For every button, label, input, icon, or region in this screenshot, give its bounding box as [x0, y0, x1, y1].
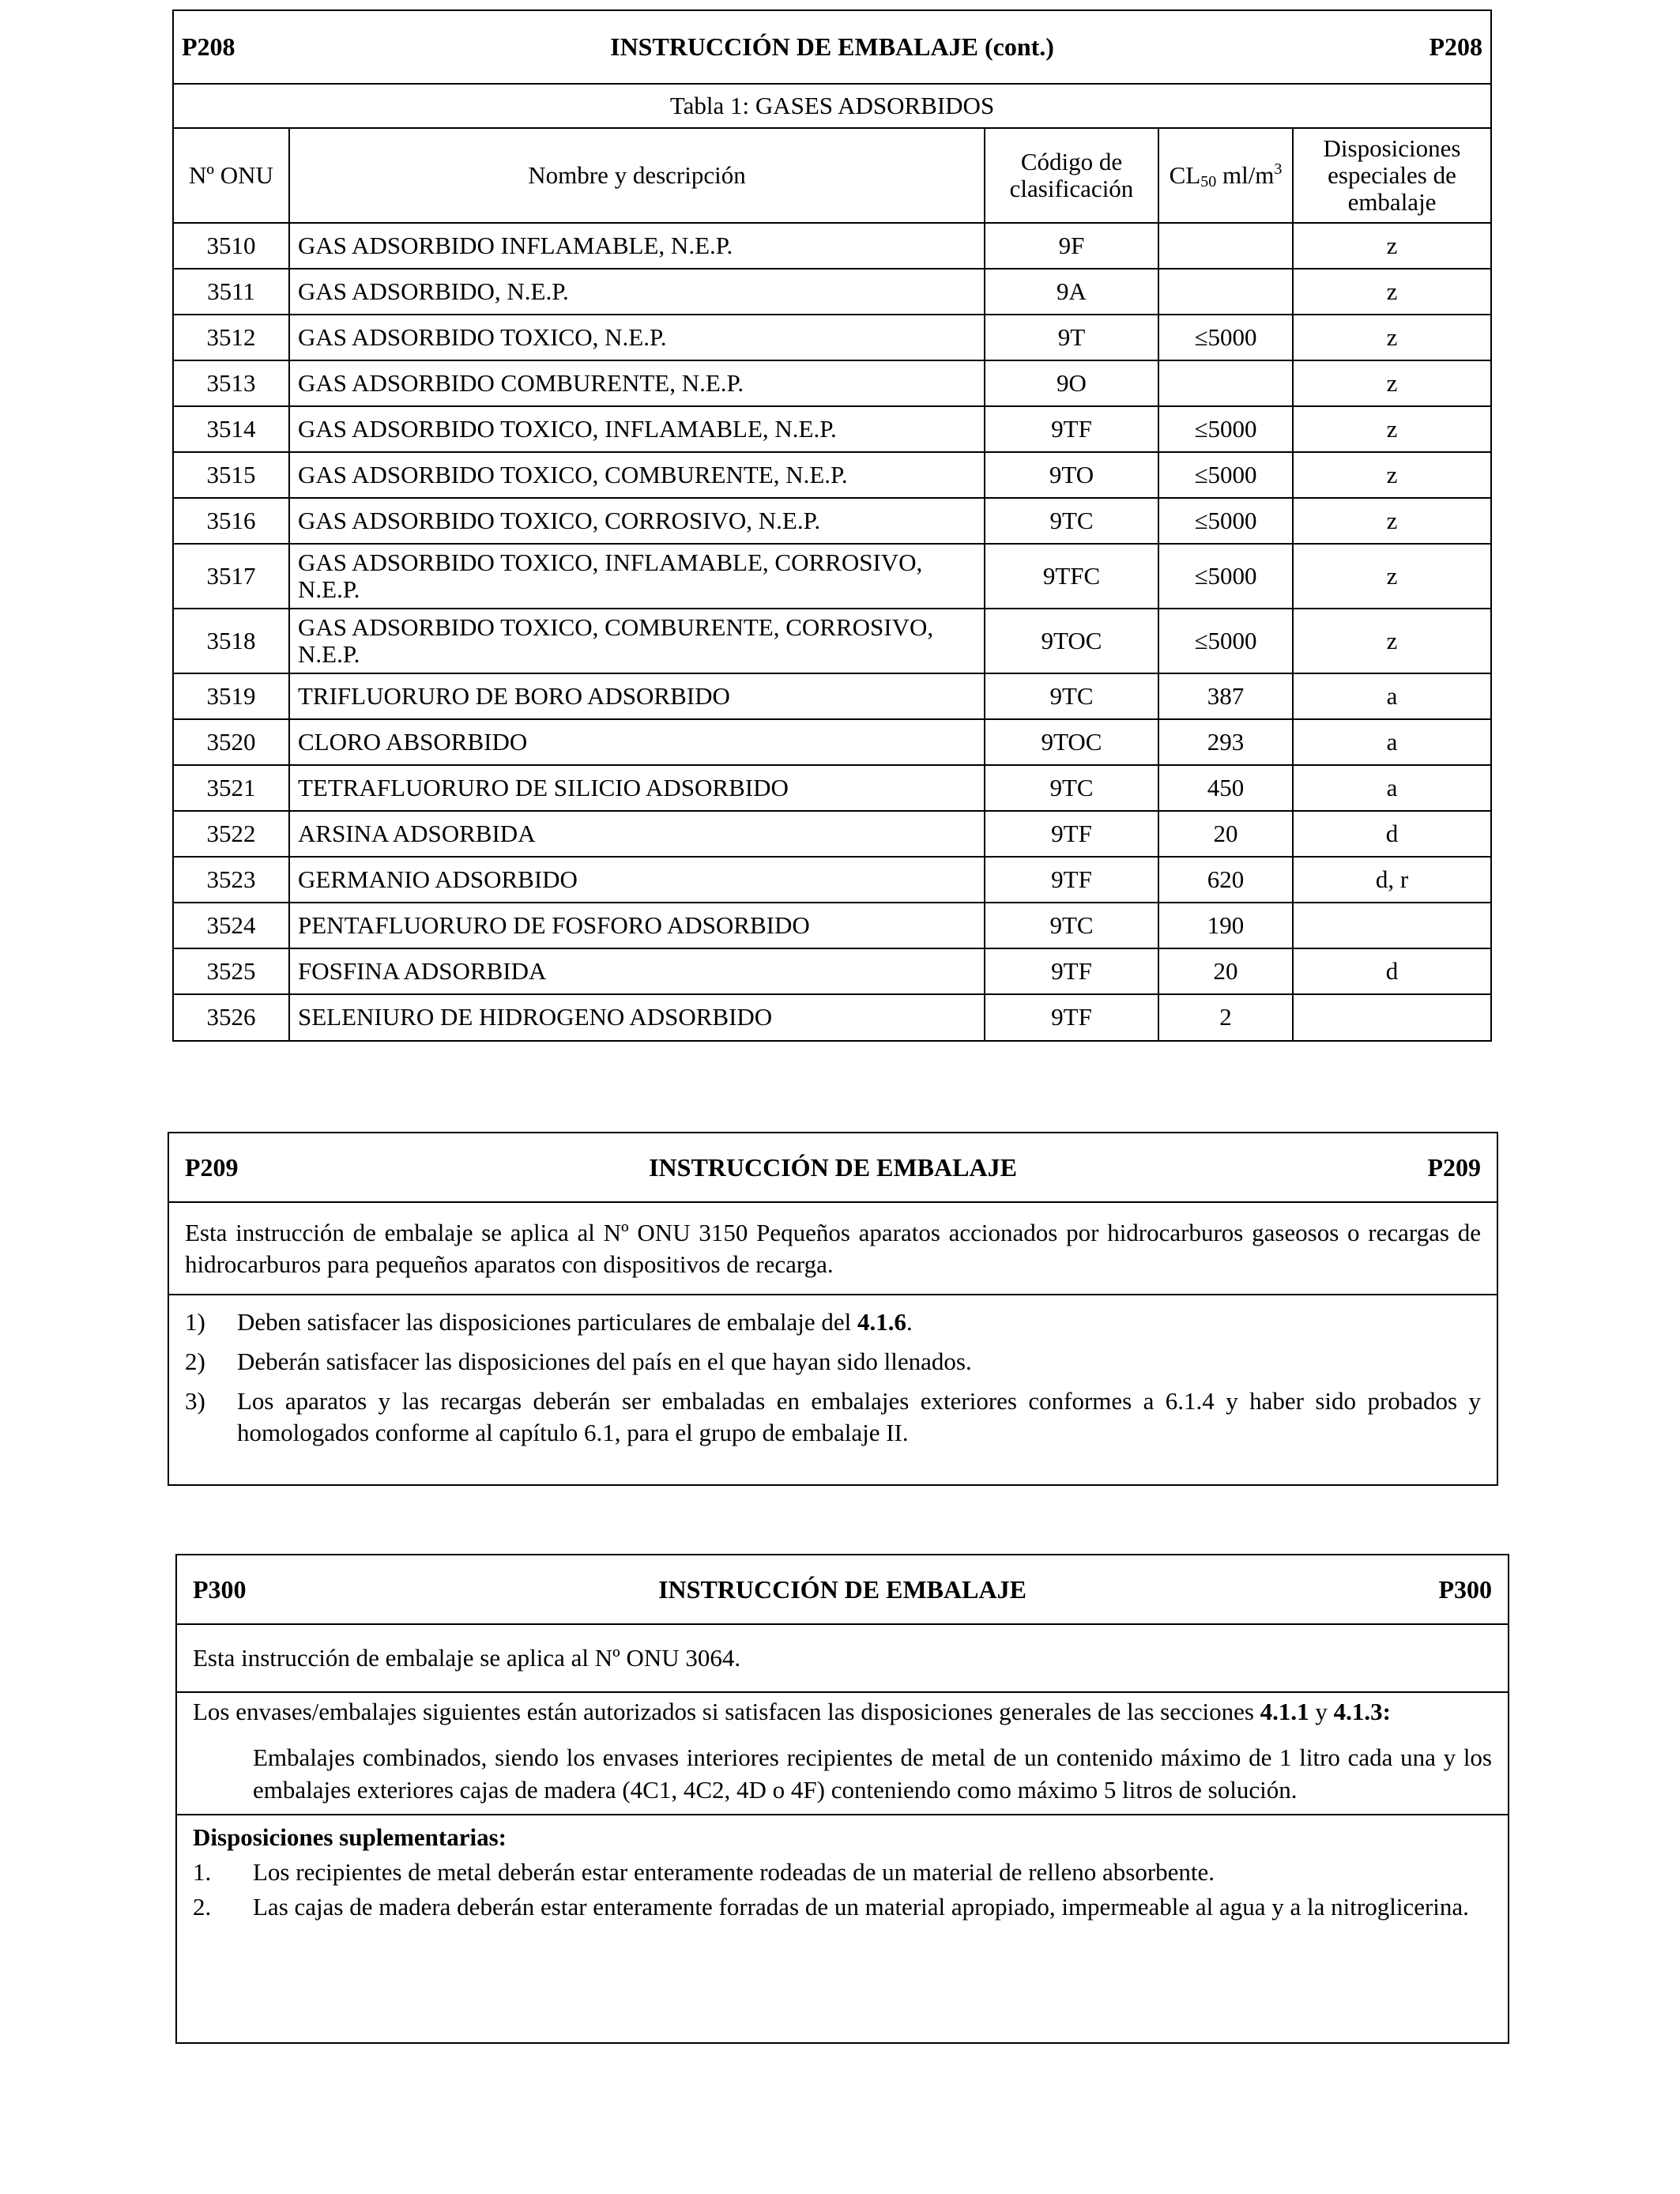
cell-code: 9TF — [985, 948, 1158, 994]
cell-name: GAS ADSORBIDO INFLAMABLE, N.E.P. — [289, 223, 985, 269]
p208-header — [182, 33, 1482, 61]
cell-cl50: 190 — [1158, 903, 1293, 948]
cell-cl50: 20 — [1158, 811, 1293, 857]
cell-code: 9TF — [985, 857, 1158, 903]
col-header-onu: Nº ONU — [174, 128, 289, 223]
cell-name: PENTAFLUORURO DE FOSFORO ADSORBIDO — [289, 903, 985, 948]
cell-onu: 3510 — [174, 223, 289, 269]
cell-cl50: ≤5000 — [1158, 406, 1293, 452]
cell-code: 9TOC — [985, 719, 1158, 765]
p209-code-left: P209 — [185, 1152, 239, 1182]
cell-code: 9TF — [985, 406, 1158, 452]
item-text: Las cajas de madera deberán estar enteramente forradas de un material apropiado, impermeable al agua y a la nitroglicerina. — [253, 1893, 1469, 1921]
cell-name: SELENIURO DE HIDROGENO ADSORBIDO — [289, 994, 985, 1040]
p209-intro: Esta instrucción de embalaje se aplica al Nº ONU 3150 Pequeños aparatos accionados por hidrocarburos gaseosos o recargas de hidrocarburos para pequeños aparatos con dispositivos de recarga. — [169, 1203, 1497, 1295]
p209-list-item — [185, 1385, 1481, 1449]
cell-disp: z — [1293, 315, 1490, 360]
cell-code: 9TC — [985, 498, 1158, 544]
cell-cl50: 293 — [1158, 719, 1293, 765]
col-header-cl50: $CL_{50}$ $ml/m^3$ — [1158, 128, 1293, 223]
cell-cl50 — [1158, 360, 1293, 406]
p208-code-right: P208 — [1429, 32, 1483, 61]
cell-code: 9TF — [985, 994, 1158, 1040]
cell-onu: 3522 — [174, 811, 289, 857]
table-row — [174, 673, 1490, 719]
p209-list-item — [185, 1346, 1481, 1378]
p208-block — [172, 9, 1492, 1042]
cell-onu: 3525 — [174, 948, 289, 994]
item-number: 3) — [185, 1387, 205, 1416]
p300-block — [175, 1554, 1509, 2044]
table-row — [174, 452, 1490, 498]
cell-name: ARSINA ADSORBIDA — [289, 811, 985, 857]
cell-code: 9TO — [985, 452, 1158, 498]
cell-disp: z — [1293, 360, 1490, 406]
p209-code-right: P209 — [1427, 1152, 1481, 1182]
p300-supplementary-section — [177, 1815, 1508, 1924]
col-header-disp: Disposiciones especiales de embalaje — [1293, 128, 1490, 223]
cell-disp — [1293, 994, 1490, 1040]
cell-name: TETRAFLUORURO DE SILICIO ADSORBIDO — [289, 765, 985, 811]
p209-header — [169, 1133, 1497, 1203]
item-number: 2) — [185, 1347, 205, 1375]
table-row — [174, 994, 1490, 1040]
table-header-row — [174, 128, 1490, 223]
col-header-code: Código de clasificación — [985, 128, 1158, 223]
cell-onu: 3520 — [174, 719, 289, 765]
cell-code: 9TC — [985, 903, 1158, 948]
cell-cl50: 20 — [1158, 948, 1293, 994]
cell-name: GAS ADSORBIDO, N.E.P. — [289, 269, 985, 315]
col-header-name: Nombre y descripción — [289, 128, 985, 223]
cell-onu: 3517 — [174, 544, 289, 609]
table-row — [174, 544, 1490, 609]
cell-cl50: 2 — [1158, 994, 1293, 1040]
table-row — [174, 269, 1490, 315]
p300-authorized-section — [177, 1693, 1508, 1815]
cell-disp: z — [1293, 498, 1490, 544]
cell-onu: 3512 — [174, 315, 289, 360]
cell-code: 9F — [985, 223, 1158, 269]
cell-onu: 3513 — [174, 360, 289, 406]
cell-name: GAS ADSORBIDO TOXICO, INFLAMABLE, CORROSIVO, N.E.P. — [289, 544, 985, 609]
cell-code: 9A — [985, 269, 1158, 315]
p300-intro: Esta instrucción de embalaje se aplica al Nº ONU 3064. — [177, 1625, 1508, 1693]
cell-disp: z — [1293, 223, 1490, 269]
item-text: Deben satisfacer las disposiciones particulares de embalaje del 4.1.6. — [237, 1307, 913, 1336]
p208-table — [174, 11, 1490, 1040]
cell-name: TRIFLUORURO DE BORO ADSORBIDO — [289, 673, 985, 719]
p208-code-left: P208 — [182, 32, 235, 61]
cell-onu: 3511 — [174, 269, 289, 315]
cell-cl50 — [1158, 223, 1293, 269]
cell-onu: 3515 — [174, 452, 289, 498]
cell-name: GAS ADSORBIDO TOXICO, N.E.P. — [289, 315, 985, 360]
p209-list-item — [185, 1306, 1481, 1338]
cell-code: 9O — [985, 360, 1158, 406]
cell-cl50 — [1158, 269, 1293, 315]
cell-code: 9TC — [985, 765, 1158, 811]
p300-authorized-text: Los envases/embalajes siguientes están autorizados si satisfacen las disposiciones generales de las secciones 4.1.1 y 4.1.3: — [193, 1698, 1391, 1725]
item-text: Los aparatos y las recargas deberán ser embaladas en embalajes exteriores conformes a 6.1.4 y haber sido probados y homologados conforme al capítulo 6.1, para el grupo de embalaje II. — [237, 1387, 1481, 1447]
cell-cl50: 620 — [1158, 857, 1293, 903]
cell-disp: z — [1293, 269, 1490, 315]
item-number: 2. — [193, 1893, 212, 1921]
cell-disp: z — [1293, 544, 1490, 609]
cell-name: GAS ADSORBIDO TOXICO, COMBURENTE, CORROSIVO, N.E.P. — [289, 609, 985, 673]
p300-list-item — [193, 1857, 1492, 1888]
cell-disp: d — [1293, 948, 1490, 994]
cell-disp: d, r — [1293, 857, 1490, 903]
cell-code: 9T — [985, 315, 1158, 360]
table-row — [174, 315, 1490, 360]
cell-name: GAS ADSORBIDO TOXICO, INFLAMABLE, N.E.P. — [289, 406, 985, 452]
cell-cl50: ≤5000 — [1158, 544, 1293, 609]
cell-disp: d — [1293, 811, 1490, 857]
table-row — [174, 223, 1490, 269]
cell-code: 9TFC — [985, 544, 1158, 609]
table-row — [174, 811, 1490, 857]
p300-code-right: P300 — [1438, 1574, 1492, 1604]
cell-disp: z — [1293, 609, 1490, 673]
table-row — [174, 406, 1490, 452]
cell-onu: 3523 — [174, 857, 289, 903]
cell-disp: z — [1293, 406, 1490, 452]
cell-onu: 3521 — [174, 765, 289, 811]
item-number: 1) — [185, 1307, 205, 1336]
cell-disp — [1293, 903, 1490, 948]
p300-list-item — [193, 1891, 1492, 1923]
p208-title: INSTRUCCIÓN DE EMBALAJE (cont.) — [610, 32, 1054, 61]
cell-cl50: ≤5000 — [1158, 452, 1293, 498]
table-row — [174, 857, 1490, 903]
cell-disp: z — [1293, 452, 1490, 498]
cell-name: GAS ADSORBIDO TOXICO, CORROSIVO, N.E.P. — [289, 498, 985, 544]
p300-title: INSTRUCCIÓN DE EMBALAJE — [658, 1574, 1026, 1604]
cell-name: CLORO ABSORBIDO — [289, 719, 985, 765]
item-text: Los recipientes de metal deberán estar enteramente rodeadas de un material de relleno absorbente. — [253, 1858, 1215, 1887]
table-row — [174, 719, 1490, 765]
p300-combined-text: Embalajes combinados, siendo los envases interiores recipientes de metal de un contenido máximo de 1 litro cada una y los embalajes exteriores cajas de madera (4C1, 4C2, 4D o 4F) conteniendo como máximo 5 litros de solución. — [253, 1744, 1492, 1804]
cell-disp: a — [1293, 673, 1490, 719]
p209-items — [169, 1295, 1497, 1449]
cell-name: GAS ADSORBIDO COMBURENTE, N.E.P. — [289, 360, 985, 406]
table-row — [174, 609, 1490, 673]
cell-cl50: ≤5000 — [1158, 609, 1293, 673]
cell-name: GAS ADSORBIDO TOXICO, COMBURENTE, N.E.P. — [289, 452, 985, 498]
table-title: Tabla 1: GASES ADSORBIDOS — [174, 84, 1490, 128]
cell-name: GERMANIO ADSORBIDO — [289, 857, 985, 903]
cell-cl50: ≤5000 — [1158, 498, 1293, 544]
cell-cl50: 387 — [1158, 673, 1293, 719]
cell-onu: 3524 — [174, 903, 289, 948]
cell-code: 9TOC — [985, 609, 1158, 673]
cell-onu: 3526 — [174, 994, 289, 1040]
item-number: 1. — [193, 1858, 212, 1887]
cell-onu: 3516 — [174, 498, 289, 544]
cell-onu: 3518 — [174, 609, 289, 673]
cell-name: FOSFINA ADSORBIDA — [289, 948, 985, 994]
p209-title: INSTRUCCIÓN DE EMBALAJE — [649, 1152, 1017, 1182]
cell-onu: 3519 — [174, 673, 289, 719]
p300-header — [177, 1555, 1508, 1625]
table-row — [174, 498, 1490, 544]
cell-code: 9TF — [985, 811, 1158, 857]
table-row — [174, 360, 1490, 406]
cell-disp: a — [1293, 719, 1490, 765]
p300-supp-title: Disposiciones suplementarias: — [193, 1823, 507, 1851]
cell-cl50: 450 — [1158, 765, 1293, 811]
cell-onu: 3514 — [174, 406, 289, 452]
item-text: Deberán satisfacer las disposiciones del país en el que hayan sido llenados. — [237, 1347, 972, 1375]
cell-code: 9TC — [985, 673, 1158, 719]
p300-code-left: P300 — [193, 1574, 247, 1604]
cell-disp: a — [1293, 765, 1490, 811]
table-row — [174, 903, 1490, 948]
table-row — [174, 948, 1490, 994]
p209-block — [168, 1132, 1498, 1486]
cell-cl50: ≤5000 — [1158, 315, 1293, 360]
table-row — [174, 765, 1490, 811]
